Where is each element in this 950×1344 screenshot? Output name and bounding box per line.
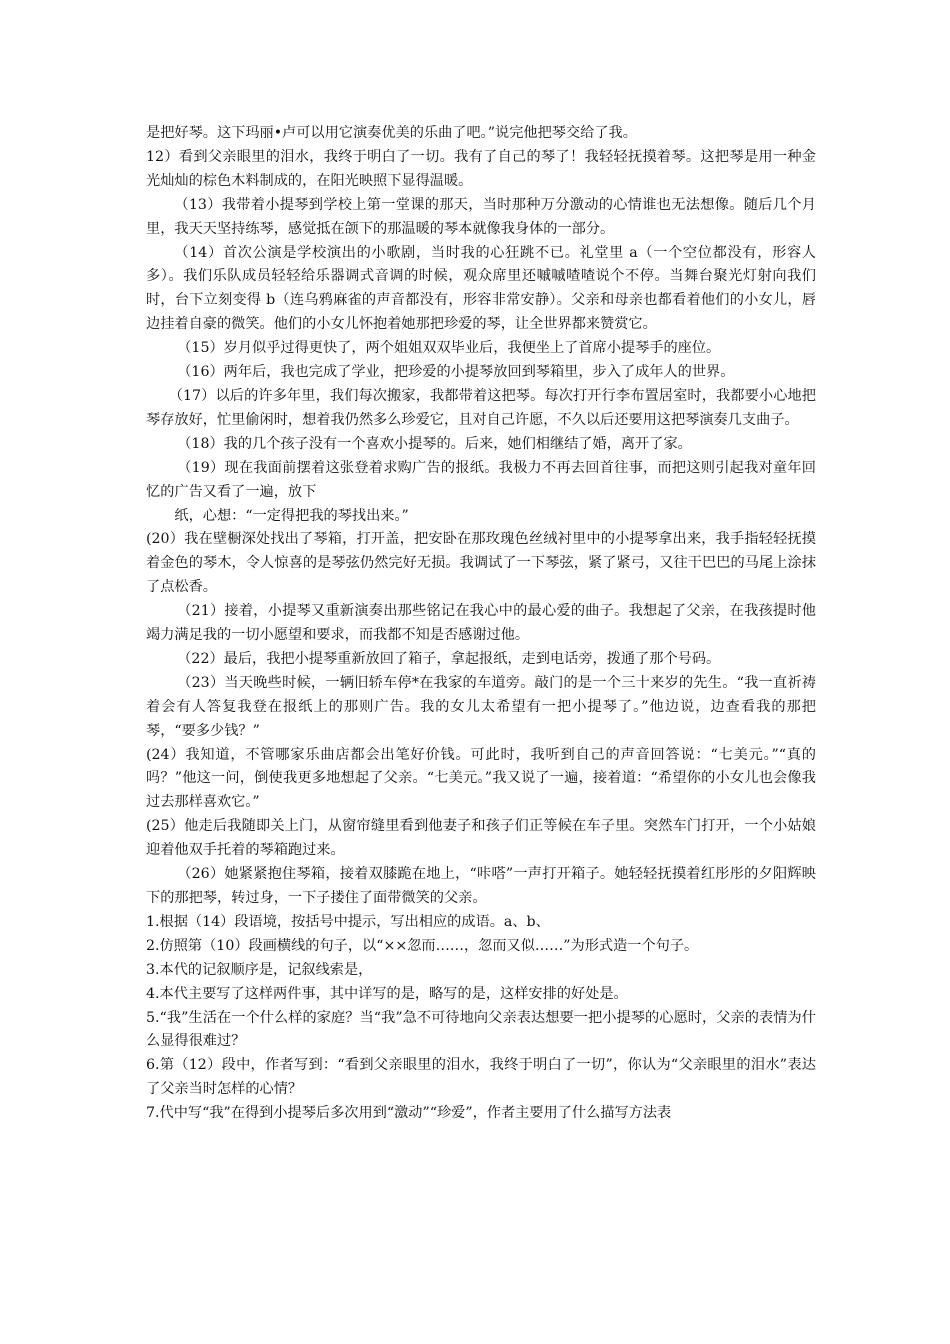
- paragraph-23: （23）当天晚些时候，一辆旧轿车停*在我家的车道旁。敲门的是一个三十来岁的先生。“我一直祈祷着会有人答复我登在报纸上的那则广告。我的女儿太希望有一把小提琴了。”他边说，边查看我的那把琴，“要多少钱？”: [146, 674, 816, 739]
- question-4: 4.本代主要写了这样两件事，其中详写的是，略写的是，这样安排的好处是。: [146, 985, 628, 1002]
- paragraph-16: （16）两年后，我也完成了学业，把珍爱的小提琴放回到琴箱里，步入了成年人的世界。: [177, 364, 735, 381]
- paragraph-24: (24）我知道，不管哪家乐曲店都会出笔好价钱。可此时，我听到自己的声音回答说：“七美元。”“真的吗？”他这一问，倒使我更多地想起了父亲。“七美元。”我又说了一遍，接着道：“希望你的小女儿也会像我过去那样喜欢它。”: [146, 746, 816, 811]
- paragraph-21: （21）接着，小提琴又重新演奏出那些铭记在我心中的最心爱的曲子。我想起了父亲，在我孩提时他竭力满足我的一切小愿望和要求，而我都不知是否感谢过他。: [146, 603, 816, 644]
- question-7: 7.代中写“我”在得到小提琴后多次用到“激动”“珍爱”，作者主要用了什么描写方法表: [146, 1105, 672, 1122]
- paragraph-18: （18）我的几个孩子没有一个喜欢小提琴的。后来，她们相继结了婚，离开了家。: [177, 435, 692, 452]
- paragraph-17: （17）以后的许多年里，我们每次搬家，我都带着这把琴。每次打开行李布置居室时，我都要小心地把琴存放好，忙里偷闲时，想着我仍然多么珍爱它，且对自己许愿，不久以后还要用这把琴演奏几支曲子。: [146, 387, 816, 428]
- paragraph-12: 12）看到父亲眼里的泪水，我终于明白了一切。我有了自己的琴了！我轻轻抚摸着琴。这把琴是用一种金光灿灿的棕色木料制成的，在阳光映照下显得温暖。: [146, 148, 816, 189]
- paragraph-20: (20）我在壁橱深处找出了琴箱，打开盖，把安卧在那玫瑰色丝绒衬里中的小提琴拿出来，我手指轻轻抚摸着金色的琴木，令人惊喜的是琴弦仍然完好无损。我调试了一下琴弦，紧了紧弓，又往干巴巴的马尾上涂抹了点松香。: [146, 531, 816, 596]
- paragraph-19: （19）现在我面前摆着这张登着求购广告的报纸。我极力不再去回首往事，而把这则引起我对童年回忆的广告又看了一遍，放下: [146, 459, 816, 500]
- question-1: 1.根据（14）段语境，按括号中提示，写出相应的成语。a、b、: [146, 913, 550, 930]
- paragraph-19-continued: 纸，心想：“一定得把我的琴找出来。”: [174, 507, 409, 524]
- question-6: 6.第（12）段中，作者写到：“看到父亲眼里的泪水，我终于明白了一切”，你认为“父亲眼里的泪水”表达了父亲当时怎样的心情？: [146, 1057, 816, 1098]
- question-3: 3.本代的记叙顺序是，记叙线索是，: [146, 961, 373, 978]
- paragraph-14: （14）首次公演是学校演出的小歌剧，当时我的心狂跳不已。礼堂里 a（一个空位都没有，形容人多）。我们乐队成员轻轻给乐器调式音调的时候，观众席里还嘁嘁喳喳说个不停。当舞台聚光灯射向我们时，台下立刻变得 b（连乌鸦麻雀的声音都没有，形容非常安静）。父亲和母亲也都看着他们的小女儿，唇边挂着自豪的微笑。他们的小女儿怀抱着她那把珍爱的琴，让全世界都来赞赏它。: [146, 244, 816, 333]
- paragraph-26: （26）她紧紧抱住琴箱，接着双膝跪在地上，“咔嗒”一声打开箱子。她轻轻抚摸着红彤彤的夕阳辉映下的那把琴，转过身，一下子搂住了面带微笑的父亲。: [146, 866, 816, 906]
- paragraph-continued: 是把好琴。这下玛丽•卢可以用它演奏优美的乐曲了吧。”说完他把琴交给了我。: [146, 125, 637, 141]
- paragraph-25: (25）他走后我随即关上门，从窗帘缝里看到他妻子和孩子们正等候在车子里。突然车门打开，一个小姑娘迎着他双手托着的琴箱跑过来。: [146, 818, 816, 859]
- document-page: [146, 122, 816, 1126]
- paragraph-15: （15）岁月似乎过得更快了，两个姐姐双双毕业后，我便坐上了首席小提琴手的座位。: [177, 340, 721, 357]
- question-5: 5.“我”生活在一个什么样的家庭？当“我”急不可待地向父亲表达想要一把小提琴的心愿时，父亲的表情为什么显得很难过？: [146, 1009, 816, 1050]
- paragraph-13: （13）我带着小提琴到学校上第一堂课的那天，当时那种万分激动的心情谁也无法想像。随后几个月里，我天天坚持练琴，感觉抵在颌下的那温暖的琴本就像我身体的一部分。: [146, 196, 816, 237]
- question-2: 2.仿照第（10）段画横线的句子，以“××忽而……，忽而又似……”为形式造一个句子。: [146, 937, 699, 954]
- paragraph-22: （22）最后，我把小提琴重新放回了箱子，拿起报纸，走到电话旁，拨通了那个号码。: [177, 650, 721, 667]
